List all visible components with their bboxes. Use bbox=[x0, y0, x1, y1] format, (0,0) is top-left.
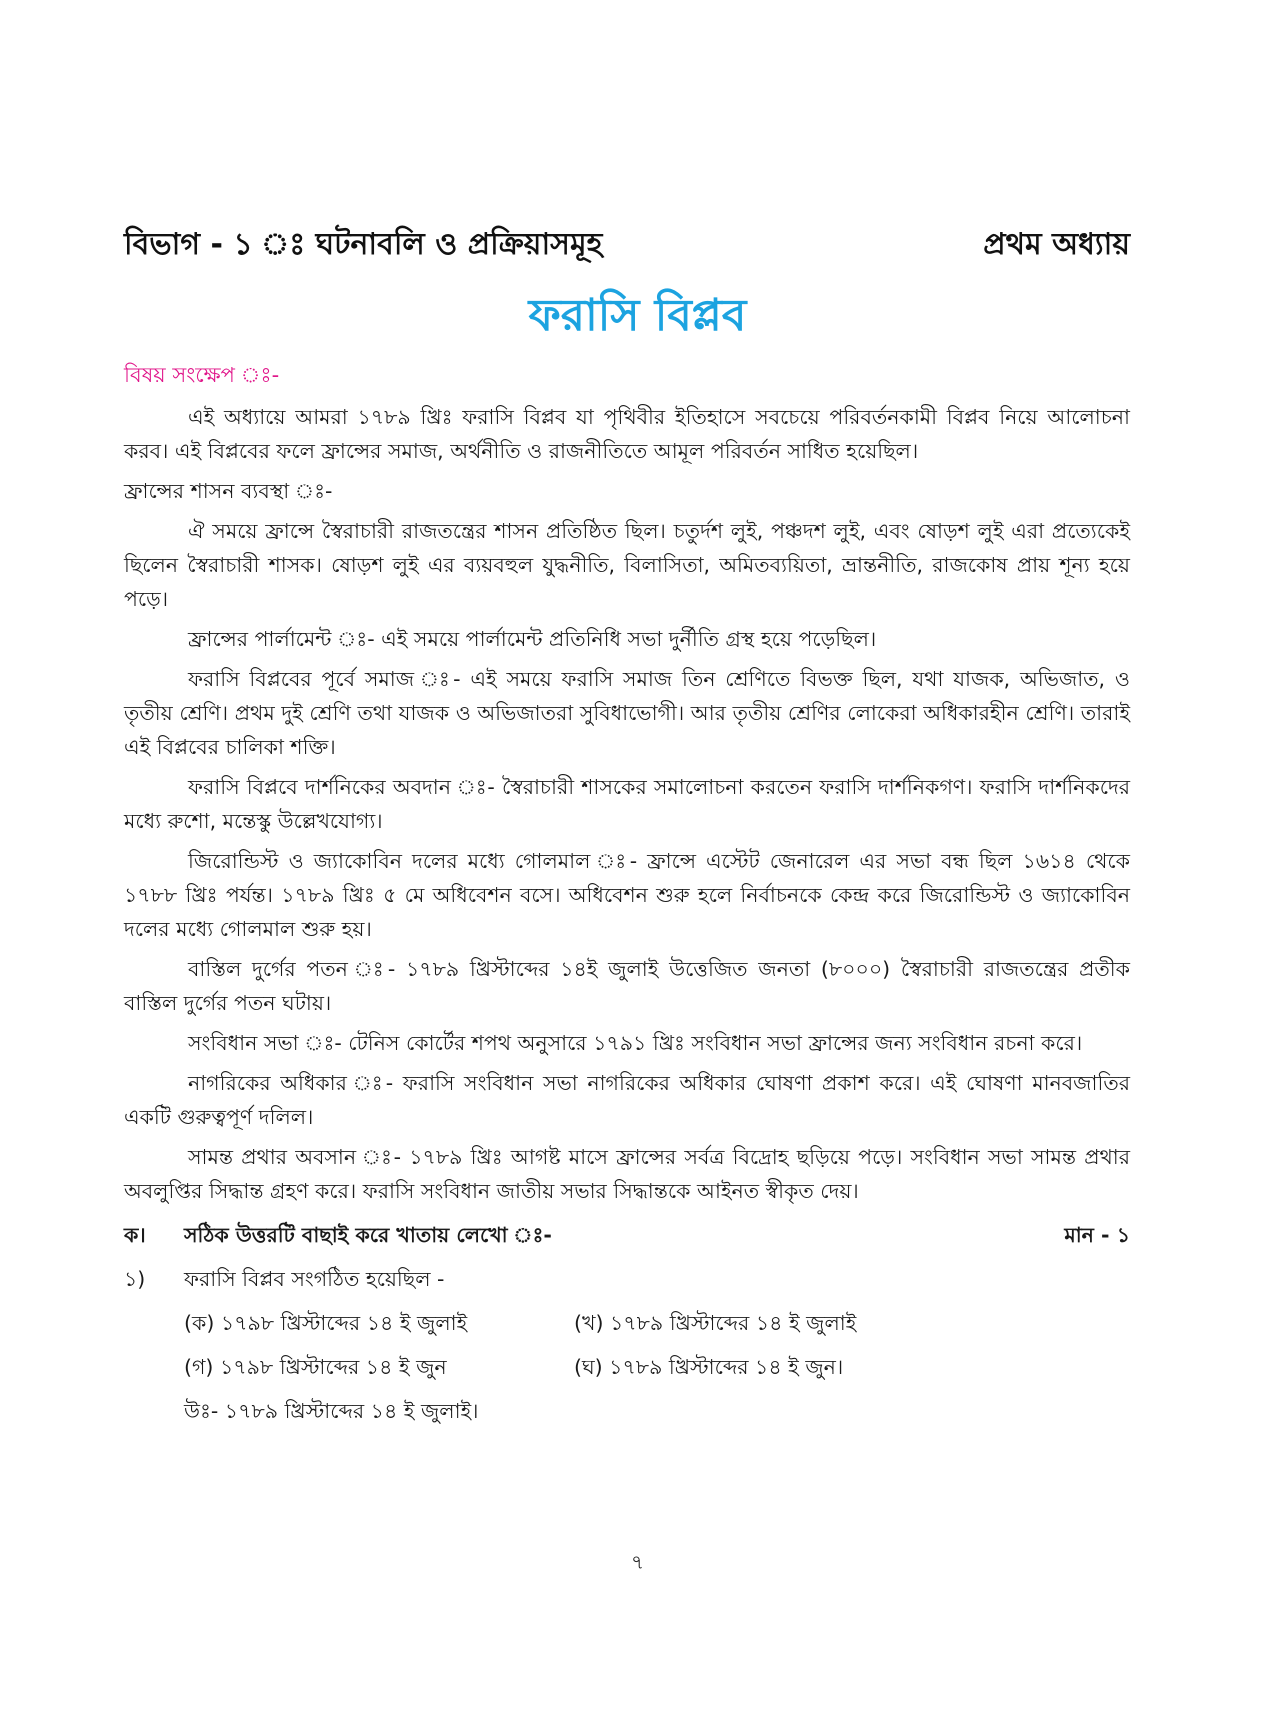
intro-paragraph: এই অধ্যায়ে আমরা ১৭৮৯ খ্রিঃ ফরাসি বিপ্লব যা পৃথিবীর ইতিহাসে সবচেয়ে পরিবর্তনকামী বিপ্লব নিয়ে আলোচনা করব। এই বিপ্লবের ফলে ফ্রান্সের সমাজ, অর্থনীতি ও রাজনীতিতে আমূল পরিবর্তন সাধিত হয়েছিল। bbox=[124, 405, 1130, 463]
page-title: ফরাসি বিপ্লব bbox=[528, 290, 747, 341]
answer-options bbox=[184, 1306, 1130, 1384]
content-body bbox=[124, 358, 1130, 1428]
question-number: ১) bbox=[124, 1267, 146, 1291]
option-kha: (খ) ১৭৮৯ খ্রিস্টাব্দের ১৪ ই জুলাই bbox=[574, 1311, 857, 1335]
summary-label: বিষয় সংক্ষেপ ঃ- bbox=[124, 363, 280, 387]
paragraph-parliament: ফ্রান্সের পার্লামেন্ট ঃ- এই সময়ে পার্লামেন্ট প্রতিনিধি সভা দুর্নীতি গ্রস্থ হয়ে পড়েছিল। bbox=[188, 627, 877, 651]
question-1 bbox=[124, 1262, 1130, 1296]
page-number: ৭ bbox=[630, 1550, 644, 1574]
question-instruction: সঠিক উত্তরটি বাছাই করে খাতায় লেখো ঃ- bbox=[184, 1223, 552, 1247]
option-ga: (গ) ১৭৯৮ খ্রিস্টাব্দের ১৪ ই জুন bbox=[184, 1355, 447, 1379]
answer-text: উঃ- ১৭৮৯ খ্রিস্টাব্দের ১৪ ই জুলাই। bbox=[184, 1399, 479, 1423]
paragraph-society: ফরাসি বিপ্লবের পূর্বে সমাজ ঃ- এই সময়ে ফরাসি সমাজ তিন শ্রেণিতে বিভক্ত ছিল, যথা যাজক, অভিজাত, ও তৃতীয় শ্রেণি। প্রথম দুই শ্রেণি তথা যাজক ও অভিজাতরা সুবিধাভোগী। আর তৃতীয় শ্রেণির লোকেরা অধিকারহীন শ্রেণি। তারাই এই বিপ্লবের চালিকা শক্তি। bbox=[124, 667, 1130, 759]
paragraph-philosophers: ফরাসি বিপ্লবে দার্শনিকের অবদান ঃ- স্বৈরাচারী শাসকের সমালোচনা করতেন ফরাসি দার্শনিকগণ। ফরাসি দার্শনিকদের মধ্যে রুশো, মন্তেস্কু উল্লেখযোগ্য। bbox=[124, 775, 1130, 833]
question-section-marker: ক। bbox=[124, 1223, 146, 1247]
paragraph-monarchy: ঐ সময়ে ফ্রান্সে স্বৈরাচারী রাজতন্ত্রের শাসন প্রতিষ্ঠিত ছিল। চতুর্দশ লুই, পঞ্চদশ লুই, এবং ষোড়শ লুই এরা প্রত্যেকেই ছিলেন স্বৈরাচারী শাসক। ষোড়শ লুই এর ব্যয়বহুল যুদ্ধনীতি, বিলাসিতা, অমিতব্যয়িতা, ভ্রান্তনীতি, রাজকোষ প্রায় শূন্য হয়ে পড়ে। bbox=[124, 519, 1130, 611]
governance-heading: ফ্রান্সের শাসন ব্যবস্থা ঃ- bbox=[124, 479, 333, 503]
chapter-label: প্রথম অধ্যায় bbox=[983, 227, 1130, 262]
paragraph-feudalism-end: সামন্ত প্রথার অবসান ঃ- ১৭৮৯ খ্রিঃ আগষ্ট মাসে ফ্রান্সের সর্বত্র বিদ্রোহ ছড়িয়ে পড়ে। সংবিধান সভা সামন্ত প্রথার অবলুপ্তির সিদ্ধান্ত গ্রহণ করে। ফরাসি সংবিধান জাতীয় সভার সিদ্ধান্তকে আইনত স্বীকৃত দেয়। bbox=[124, 1145, 1130, 1203]
paragraph-girondist-jacobin: জিরোন্ডিস্ট ও জ্যাকোবিন দলের মধ্যে গোলমাল ঃ- ফ্রান্সে এস্টেট জেনারেল এর সভা বন্ধ ছিল ১৬১৪ থেকে ১৭৮৮ খ্রিঃ পর্যন্ত। ১৭৮৯ খ্রিঃ ৫ মে অধিবেশন বসে। অধিবেশন শুরু হলে নির্বাচনকে কেন্দ্র করে জিরোন্ডিস্ট ও জ্যাকোবিন দলের মধ্যে গোলমাল শুরু হয়। bbox=[124, 849, 1130, 941]
paragraph-citizen-rights: নাগরিকের অধিকার ঃ- ফরাসি সংবিধান সভা নাগরিকের অধিকার ঘোষণা প্রকাশ করে। এই ঘোষণা মানবজাতির একটি গুরুত্বপূর্ণ দলিল। bbox=[124, 1071, 1130, 1129]
paragraph-bastille: বাস্তিল দুর্গের পতন ঃ- ১৭৮৯ খ্রিস্টাব্দের ১৪ই জুলাই উত্তেজিত জনতা (৮০০০) স্বৈরাচারী রাজতন্ত্রের প্রতীক বাস্তিল দুর্গের পতন ঘটায়। bbox=[124, 957, 1130, 1015]
section-heading: বিভাগ - ১ ঃ ঘটনাবলি ও প্রক্রিয়াসমূহ bbox=[124, 227, 603, 262]
paragraph-constituent-assembly: সংবিধান সভা ঃ- টেনিস কোর্টের শপথ অনুসারে ১৭৯১ খ্রিঃ সংবিধান সভা ফ্রান্সের জন্য সংবিধান রচনা করে। bbox=[188, 1031, 1083, 1055]
option-ka: (ক) ১৭৯৮ খ্রিস্টাব্দের ১৪ ই জুলাই bbox=[184, 1311, 468, 1335]
question-text: ফরাসি বিপ্লব সংগঠিত হয়েছিল - bbox=[184, 1267, 445, 1291]
header-row bbox=[124, 220, 1130, 271]
question-marks: মান - ১ bbox=[1064, 1223, 1130, 1247]
option-gha: (ঘ) ১৭৮৯ খ্রিস্টাব্দের ১৪ ই জুন। bbox=[574, 1355, 844, 1379]
question-section-header bbox=[124, 1218, 1130, 1252]
